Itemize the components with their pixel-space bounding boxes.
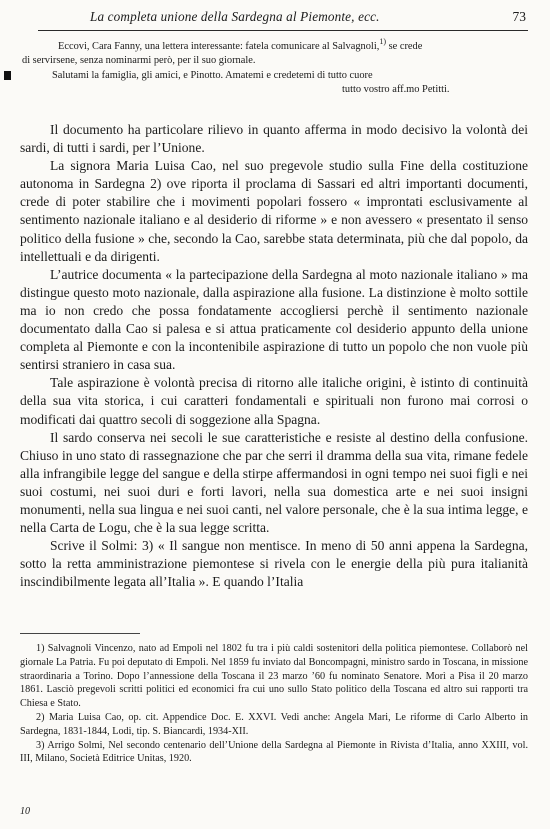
paragraph: Tale aspirazione è volontà precisa di ritorno alle italiche origini, è istinto di continuità della sua vita storica, i cui caratteri fondamentali e spirituali non furono mai corrosi o modificati dai quattro secoli di soggezione alla Spagna. [20,375,528,427]
footnote: 3) Arrigo Solmi, Nel secondo centenario dell’Unione della Sardegna al Piemonte in Rivista d’Italia, anno XXIII, vol. III, Milano, Società Editrice Unitas, 1920. [20,739,528,765]
footnote: 2) Maria Luisa Cao, op. cit. Appendice Doc. E. XXVI. Vedi anche: Angela Mari, Le riforme di Carlo Alberto in Sardegna, 1831-1844, Lodi, tip. S. Biancardi, 1934-XII. [20,711,528,737]
paragraph: Scrive il Solmi: 3) « Il sangue non mentisce. In meno di 50 anni appena la Sardegna, sotto la retta amministrazione piemontese si rivela con le energie della più pura italianità inscindibilmente legata all’Italia ». E quando l’Italia [20,538,528,590]
footnotes [20,642,528,766]
paragraph: Il documento ha particolare rilievo in quanto afferma in modo decisivo la volontà dei sardi, di tutti i sardi, per l’Unione. [20,122,528,156]
letter-line: di servirsene, senza nominarmi però, per il suo giornale. [22,55,256,67]
paragraph: L’autrice documenta « la partecipazione della Sardegna al moto nazionale italiano » ma distingue questo moto nazionale, dalla aspirazione alla fusione. La distinzione è molto sottile ma io non credo che possa fondatamente accogliersi perchè il sentimento nazionale documentato dalla Cao si palesa e si attua praticamente col desiderio appunto della unione completa al Piemonte e con la incontenibile aspirazione di tutto un popolo che non vuole più sentirsi straniero in casa sua. [20,266,528,373]
paragraph: Il sardo conserva nei secoli le sue caratteristiche e resiste al destino della confusione. Chiuso in uno stato di rassegnazione che par che serri il dramma della sua vita, rimane fedele alla infrangibile legge del sangue e della stirpe affermandosi in ogni tempo nei suoi figli e nei suoi costumi, nei suoi duri e forti lavori, nella sua domestica arte e nei suoi insigni monumenti, nella sua lingua e nei suoi canti, nel valore personale, che è la sua intima legge, e nella Carta de Logu, che è la sua legge scritta. [20,429,528,536]
footnote: 1) Salvagnoli Vincenzo, nato ad Empoli nel 1802 fu tra i più caldi sostenitori della politica piemontese. Collaborò nel giornale La Patria. Fu poi deputato di Empoli. Nel 1859 fu inviato dal Boncompagni, ministro sardo in Toscana, in missione straordinaria a Torino. Dopo l’annessione della Toscana il 23 marzo ’60 fu nominato Senatore. Morì a Pisa il 20 marzo 1861. Lasciò pregevoli scritti politici ed economici fra cui uno sullo Stato politico della Toscana ed altro sui rapporti tra Chiesa e Stato. [20,643,528,710]
letter-line: Eccovi, Cara Fanny, una lettera interessante: fatela comunicare al Salvagnoli,$^{1)}$ se crede [58,37,423,52]
page-number: 73 [512,9,526,24]
running-title: La completa unione della Sardegna al Piemonte, ecc. [90,9,380,24]
quoted-letter [22,37,528,98]
letter-signature: tutto vostro aff.mo Petitti. [342,84,450,96]
footnote-rule [20,633,140,634]
running-head [38,8,528,31]
paragraph: La signora Maria Luisa Cao, nel suo pregevole studio sulla Fine della costituzione autonoma in Sardegna 2) ove riporta il proclama di Sassari ed altri importanti documenti, crede di poter stabilire che i movimenti popolari fossero « improntati esclusivamente al sentimento nazionale italiano e al desiderio di riforme » e non avessero « presentato il senso politico della fusione » che, secondo la Cao, sarebbe stata determinata, più che dal popolo, da intellettuali e da dirigenti. [20,158,528,264]
margin-mark-icon [4,71,11,80]
main-text [20,121,528,591]
letter-line: Salutami la famiglia, gli amici, e Pinotto. Amatemi e credetemi di tutto cuore [22,69,528,83]
signature-mark: 10 [20,806,30,817]
